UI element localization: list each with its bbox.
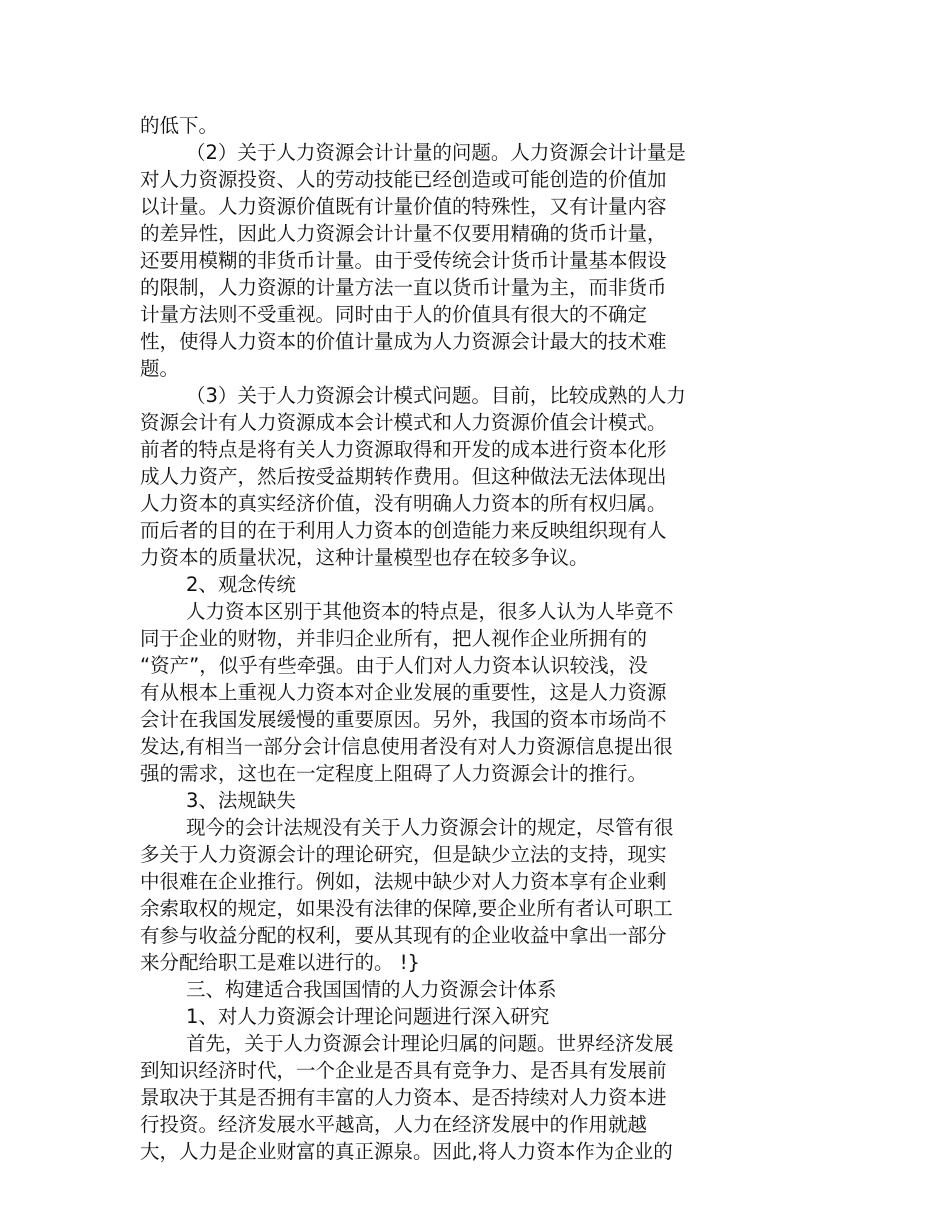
text-line: 到知识经济时代，一个企业是否具有竞争力、是否具有发展前 — [140, 1059, 667, 1082]
text-line: 力资本的质量状况，这种计量模型也存在较多争议。 — [140, 546, 589, 569]
text-line: 余索取权的规定，如果没有法律的保障,要企业所有者认可职工 — [140, 897, 673, 920]
text-line: （2）关于人力资源会计计量的问题。人力资源会计计量是 — [186, 141, 686, 164]
text-line: “资产”，似乎有些牵强。由于人们对人力资本认识较浅，没 — [140, 654, 648, 677]
text-line: 而后者的目的在于利用人力资本的创造能力来反映组织现有人 — [140, 519, 667, 542]
text-line: 强的需求，这也在一定程度上阻碍了人力资源会计的推行。 — [140, 762, 648, 785]
text-line: 1、对人力资源会计理论问题进行深入研究 — [186, 1005, 550, 1028]
text-line: 以计量。人力资源价值既有计量价值的特殊性，又有计量内容 — [140, 195, 667, 218]
text-line: 题。 — [140, 357, 180, 380]
text-line: 计量方法则不受重视。同时由于人的价值具有很大的不确定 — [140, 303, 648, 326]
text-line: 发达,有相当一部分会计信息使用者没有对人力资源信息提出很 — [140, 735, 673, 758]
text-line: 前者的特点是将有关人力资源取得和开发的成本进行资本化形 — [140, 438, 667, 461]
text-line: 成人力资产，然后按受益期转作费用。但这种做法无法体现出 — [140, 465, 667, 488]
text-line: 的差异性，因此人力资源会计计量不仅要用精确的货币计量， — [140, 222, 667, 245]
text-line: 还要用模糊的非货币计量。由于受传统会计货币计量基本假设 — [140, 249, 667, 272]
text-line: 会计在我国发展缓慢的重要原因。另外，我国的资本市场尚不 — [140, 708, 667, 731]
text-line: 有从根本上重视人力资本对企业发展的重要性，这是人力资源 — [140, 681, 667, 704]
text-line: 景取决于其是否拥有丰富的人力资本、是否持续对人力资本进 — [140, 1086, 667, 1109]
text-line: 多关于人力资源会计的理论研究，但是缺少立法的支持，现实 — [140, 843, 667, 866]
text-line: 中很难在企业推行。例如，法规中缺少对人力资本享有企业剩 — [140, 870, 667, 893]
text-line: 同于企业的财物，并非归企业所有，把人视作企业所拥有的 — [140, 627, 648, 650]
body-text — [140, 112, 744, 1165]
text-line: 首先，关于人力资源会计理论归属的问题。世界经济发展 — [186, 1032, 674, 1055]
text-line: 三、构建适合我国国情的人力资源会计体系 — [186, 978, 557, 1001]
text-line: 2、观念传统 — [186, 573, 296, 596]
text-line: 的低下。 — [140, 114, 219, 137]
text-line: 有参与收益分配的权利，要从其现有的企业收益中拿出一部分 — [140, 924, 667, 947]
text-line: 行投资。经济发展水平越高，人力在经济发展中的作用就越 — [140, 1113, 648, 1136]
text-line: 现今的会计法规没有关于人力资源会计的规定，尽管有很 — [186, 816, 674, 839]
text-line: 大，人力是企业财富的真正源泉。因此,将人力资本作为企业的 — [140, 1140, 673, 1163]
text-line: 3、法规缺失 — [186, 789, 296, 812]
text-line: 人力资本的真实经济价值，没有明确人力资本的所有权归属。 — [140, 492, 667, 515]
text-line: 资源会计有人力资源成本会计模式和人力资源价值会计模式。 — [140, 411, 667, 434]
text-line: 的限制，人力资源的计量方法一直以货币计量为主，而非货币 — [140, 276, 667, 299]
text-line: 来分配给职工是难以进行的。 !} — [140, 951, 420, 974]
text-line: （3）关于人力资源会计模式问题。目前，比较成熟的人力 — [186, 384, 686, 407]
text-line: 对人力资源投资、人的劳动技能已经创造或可能创造的价值加 — [140, 168, 667, 191]
text-line: 人力资本区别于其他资本的特点是，很多人认为人毕竟不 — [186, 600, 674, 623]
text-line: 性，使得人力资本的价值计量成为人力资源会计最大的技术难 — [140, 330, 667, 353]
